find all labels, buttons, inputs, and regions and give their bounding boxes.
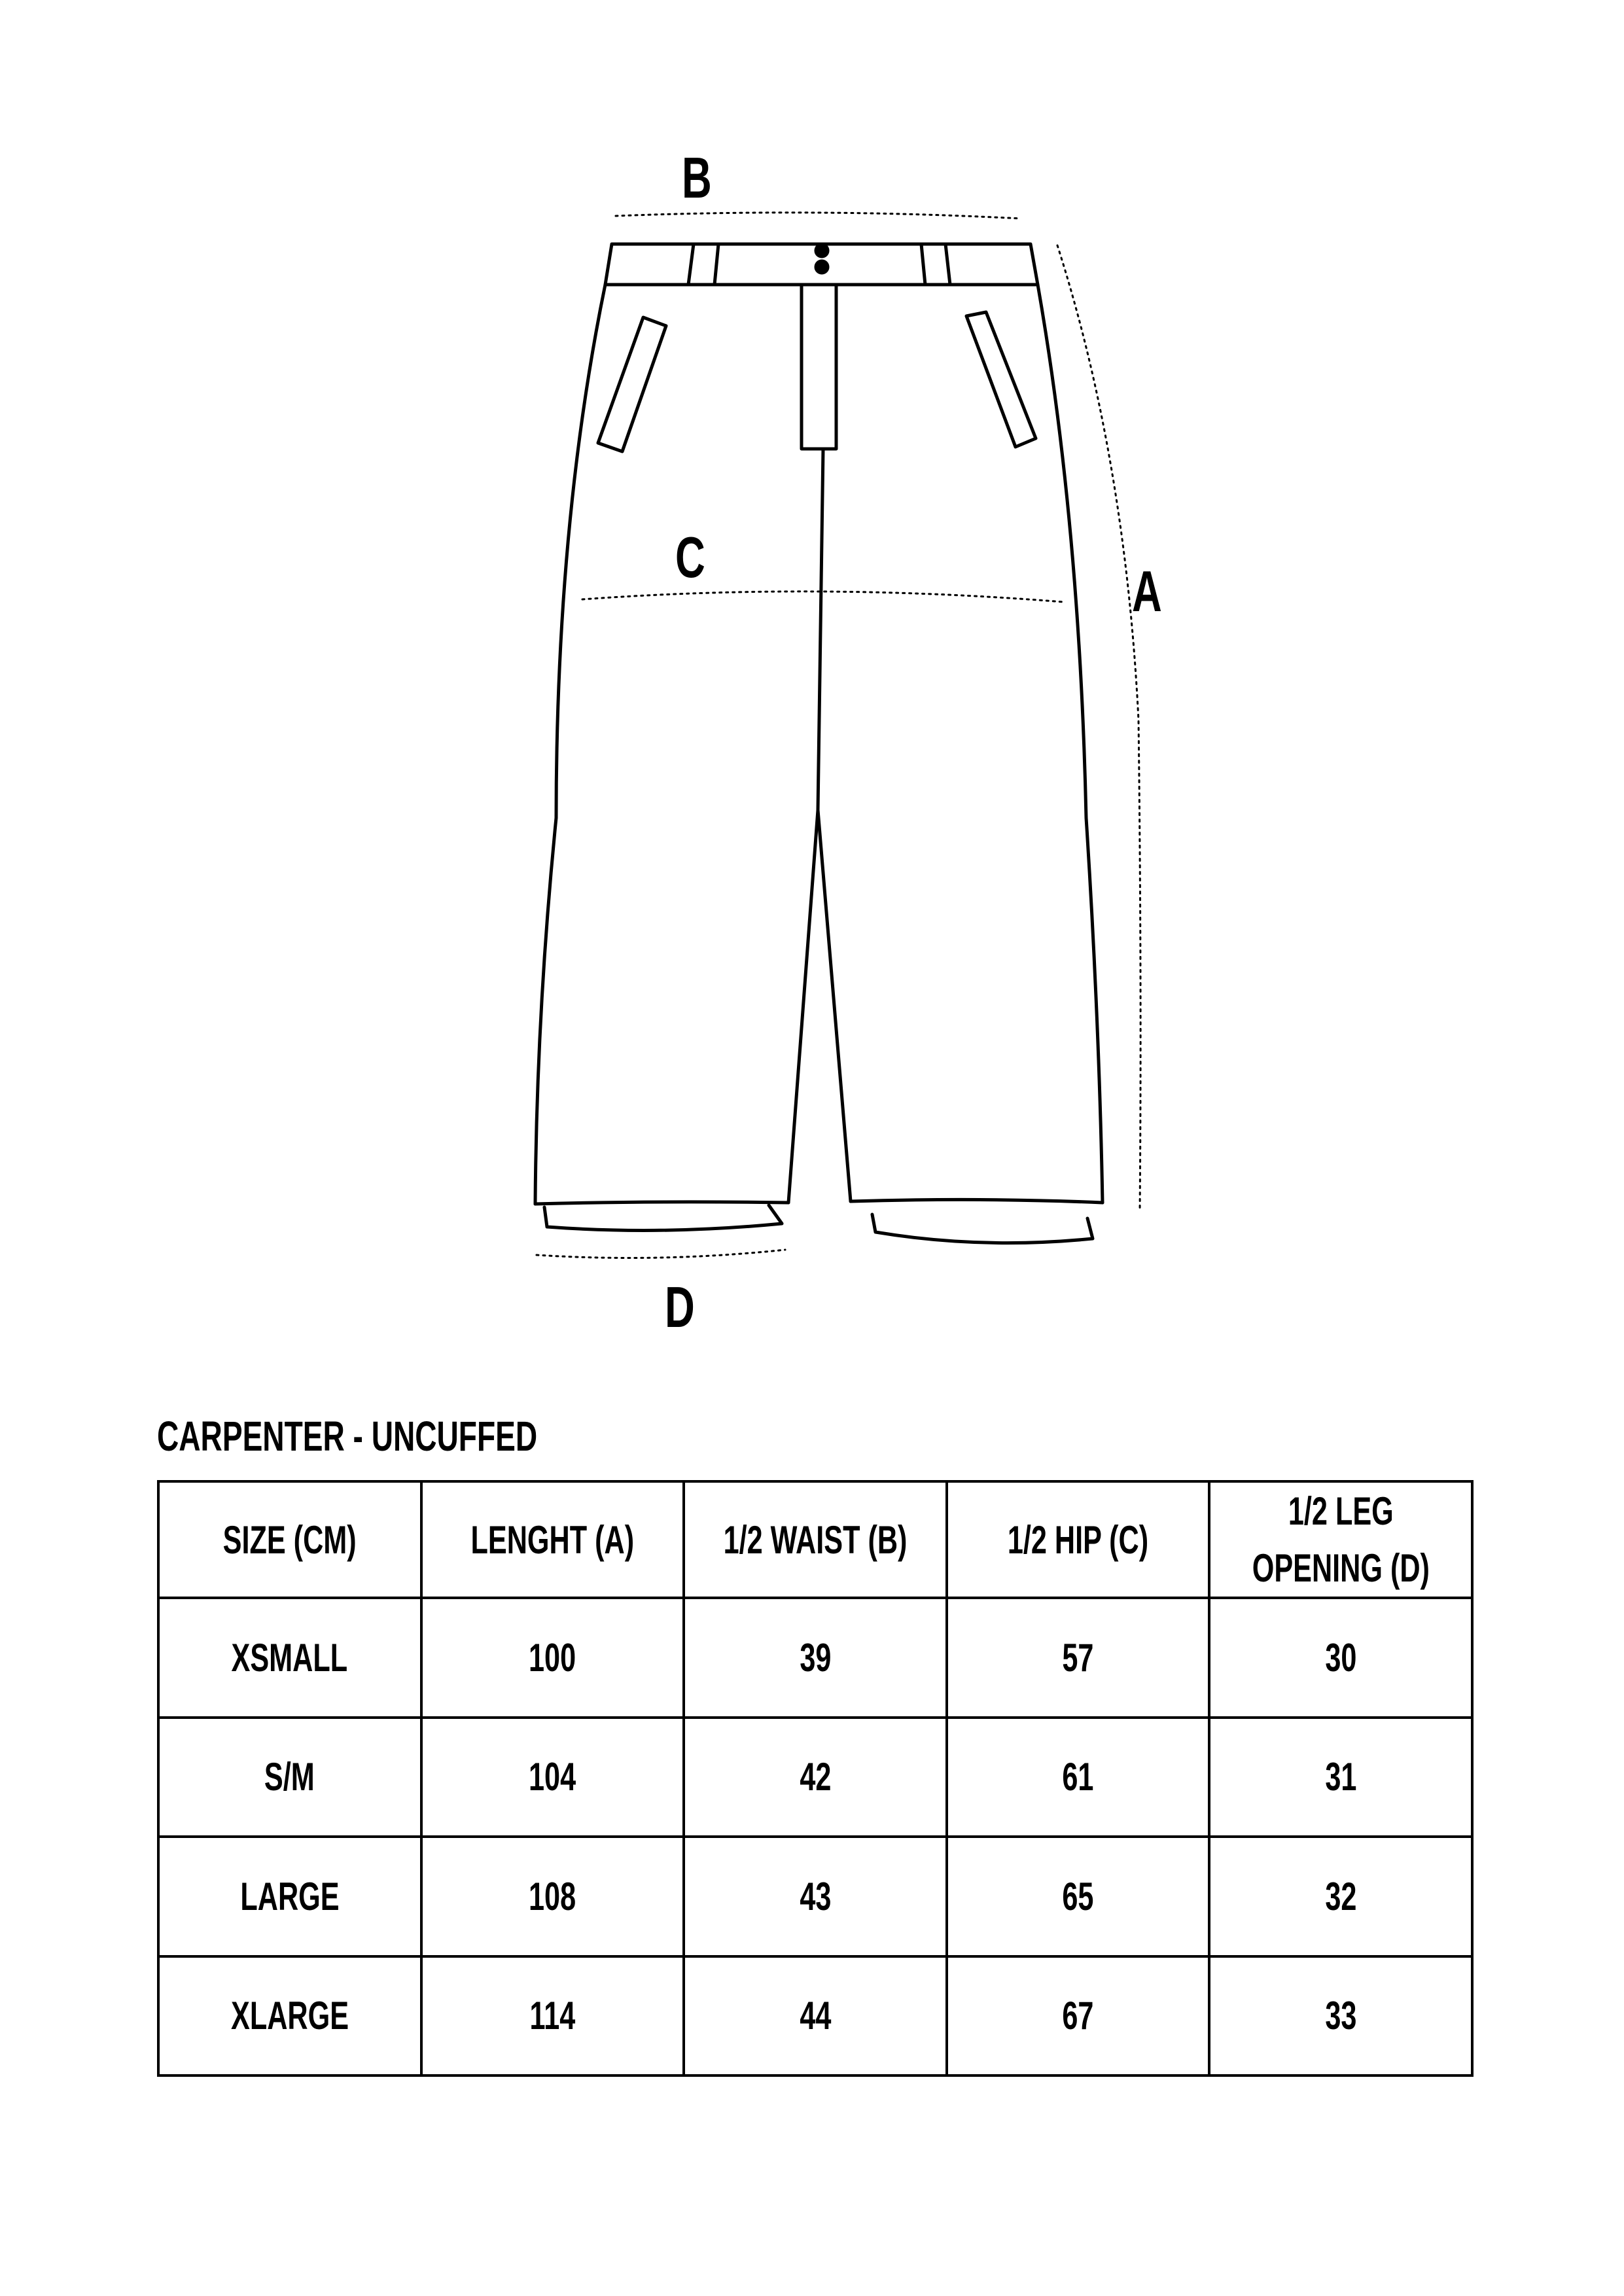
fly xyxy=(802,285,836,449)
table-cell: 43 xyxy=(684,1837,947,1956)
belt-loop-left xyxy=(688,244,718,285)
pocket-left xyxy=(598,317,666,451)
size-table xyxy=(157,1480,1474,2077)
pocket-right xyxy=(966,312,1036,447)
table-cell: 67 xyxy=(947,1956,1210,2076)
label-b: B xyxy=(682,145,712,210)
label-c: C xyxy=(675,525,705,590)
label-d: D xyxy=(665,1275,695,1339)
table-cell: LARGE xyxy=(158,1837,421,1956)
label-a: A xyxy=(1132,559,1162,624)
table-header-row xyxy=(158,1481,1472,1598)
measure-line-d xyxy=(537,1250,785,1258)
table-title: CARPENTER - UNCUFFED xyxy=(157,1413,538,1460)
button-top xyxy=(816,245,828,256)
table-cell: 33 xyxy=(1209,1956,1472,2076)
table-cell: 39 xyxy=(684,1598,947,1718)
table-cell: 114 xyxy=(421,1956,684,2076)
inseam-right xyxy=(818,810,851,1201)
header-cell: SIZE (CM) xyxy=(158,1481,421,1598)
table-cell: 30 xyxy=(1209,1598,1472,1718)
table-cell: 44 xyxy=(684,1956,947,2076)
table-cell: 104 xyxy=(421,1718,684,1837)
table-cell: 108 xyxy=(421,1837,684,1956)
table-row xyxy=(158,1956,1472,2076)
header-cell xyxy=(1209,1481,1472,1598)
belt-loop-right xyxy=(921,244,950,285)
table-cell: 31 xyxy=(1209,1718,1472,1837)
header-cell: LENGHT (A) xyxy=(421,1481,684,1598)
button-bottom xyxy=(816,261,828,273)
table-cell: 42 xyxy=(684,1718,947,1837)
left-hem-top xyxy=(535,1202,788,1204)
left-cuff xyxy=(544,1205,782,1230)
measure-line-b xyxy=(616,213,1021,219)
header-cell: 1/2 WAIST (B) xyxy=(684,1481,947,1598)
header-leg-line1: 1/2 LEG xyxy=(1288,1489,1394,1533)
table-cell: 100 xyxy=(421,1598,684,1718)
table-cell: S/M xyxy=(158,1718,421,1837)
measure-line-c xyxy=(582,592,1063,602)
table-cell: XLARGE xyxy=(158,1956,421,2076)
right-cuff xyxy=(872,1214,1093,1243)
header-leg-line2: OPENING (D) xyxy=(1252,1546,1430,1590)
table-cell: XSMALL xyxy=(158,1598,421,1718)
table-row xyxy=(158,1837,1472,1956)
table-cell: 32 xyxy=(1209,1837,1472,1956)
table-row xyxy=(158,1598,1472,1718)
table-row xyxy=(158,1718,1472,1837)
table-cell: 61 xyxy=(947,1718,1210,1837)
table-cell: 65 xyxy=(947,1837,1210,1956)
header-cell: 1/2 HIP (C) xyxy=(947,1481,1210,1598)
table-cell: 57 xyxy=(947,1598,1210,1718)
right-hem-top xyxy=(851,1199,1103,1203)
